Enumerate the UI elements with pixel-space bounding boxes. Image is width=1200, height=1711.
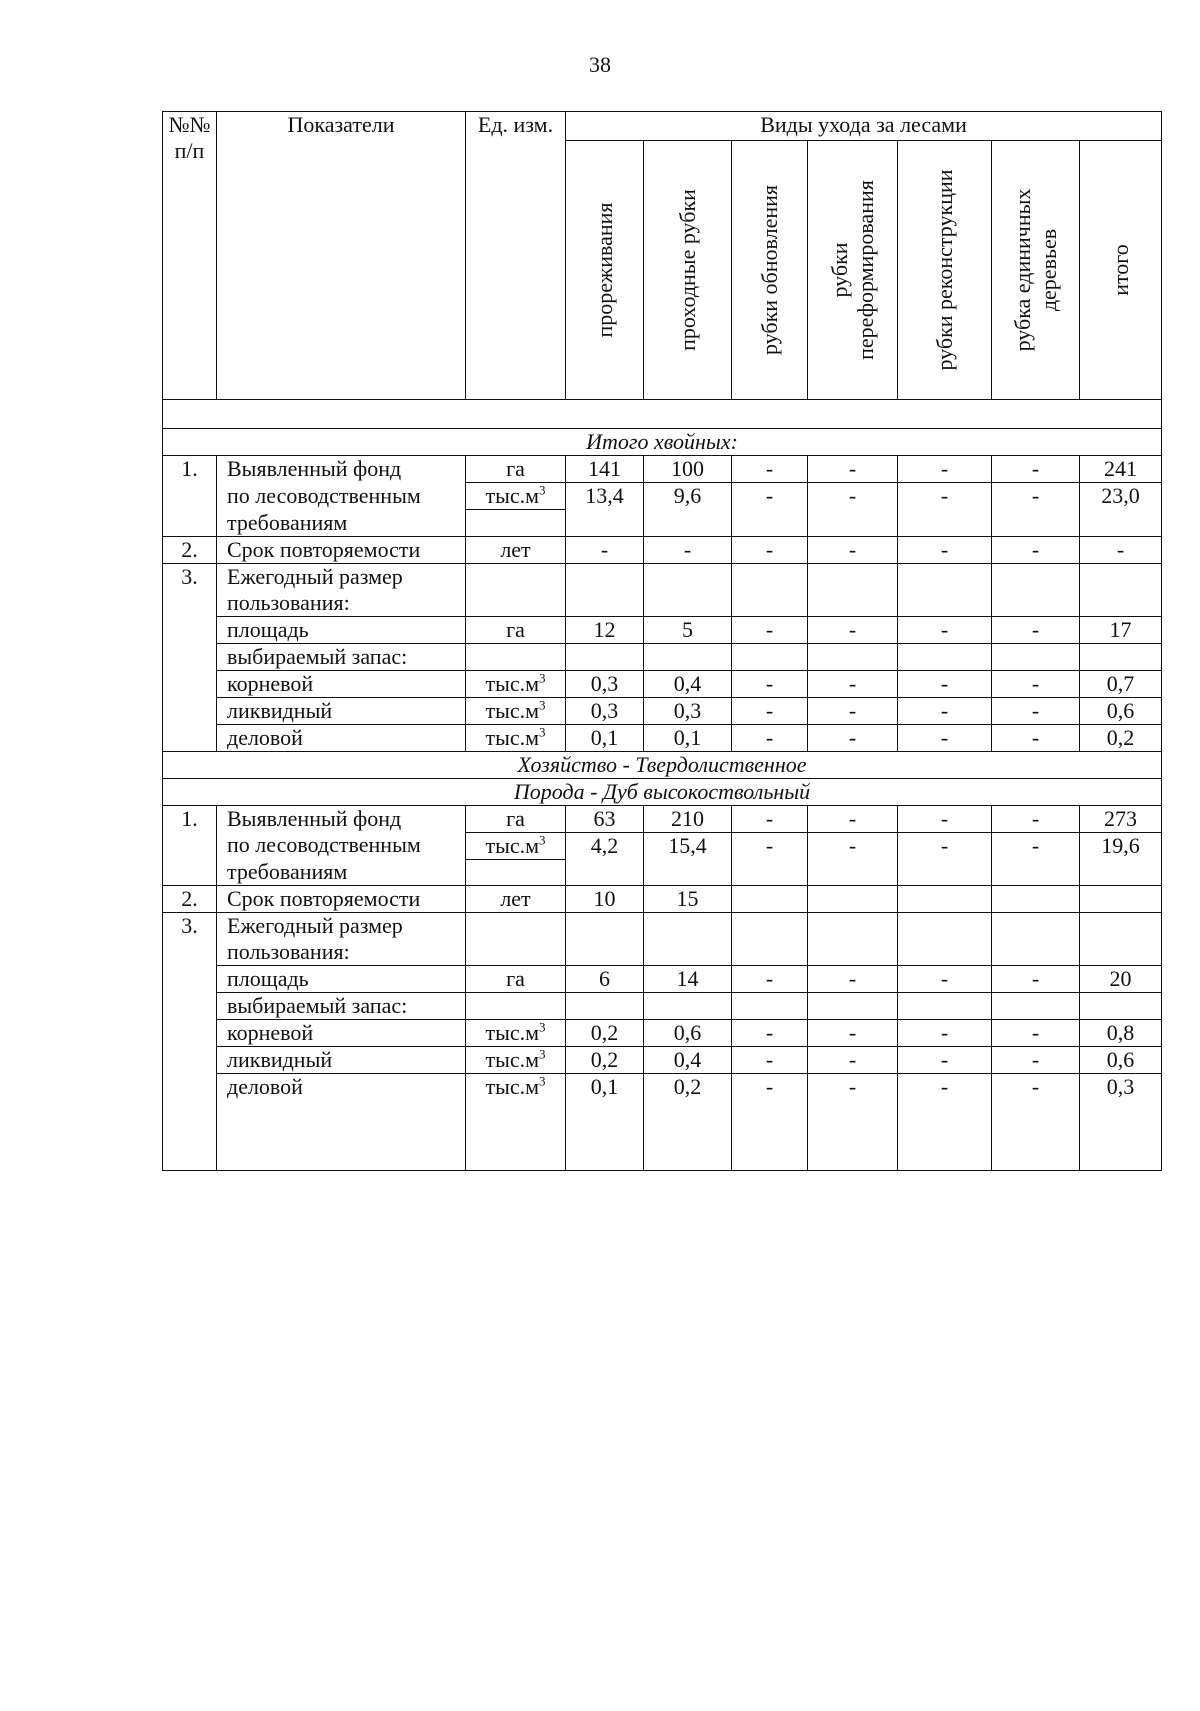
row-number [163,832,217,859]
value-cell: - [898,1020,992,1047]
value-cell: 0,4 [644,1047,732,1074]
row-label: деловой [217,724,466,751]
header-group: Виды ухода за лесами [566,112,1162,141]
table-row [163,1047,1162,1074]
header-type: рубка единичных деревьев [992,141,1080,400]
row-unit [466,993,566,1020]
empty-cell [163,1100,217,1171]
value-cell: - [808,1074,898,1101]
empty-cell [808,1100,898,1171]
value-cell: 210 [644,805,732,832]
value-cell [644,643,732,670]
value-cell: 14 [644,966,732,993]
row-number: 3. [163,563,217,616]
value-cell [992,993,1080,1020]
row-unit: лет [466,536,566,563]
value-cell [808,859,898,886]
value-cell [898,643,992,670]
value-cell [644,563,732,616]
row-unit [466,859,566,886]
value-cell: 17 [1080,616,1162,643]
header-type: рубки переформирования [808,141,898,400]
value-cell [808,886,898,913]
value-cell: - [898,536,992,563]
empty-cell [898,1100,992,1171]
value-cell [732,886,808,913]
table-row [163,670,1162,697]
value-cell [1080,993,1162,1020]
row-label: ликвидный [217,1047,466,1074]
value-cell: - [732,456,808,483]
value-cell: 5 [644,616,732,643]
table-row [163,1074,1162,1101]
row-label: требованиям [217,859,466,886]
value-cell [566,859,644,886]
row-number [163,724,217,751]
header-unit: Ед. изм. [466,112,566,400]
empty-cell [566,1100,644,1171]
value-cell: - [992,832,1080,859]
value-cell: 0,2 [644,1074,732,1101]
table-row [163,563,1162,616]
value-cell: - [566,536,644,563]
header-type: проходные рубки [644,141,732,400]
value-cell [644,913,732,966]
value-cell [808,510,898,537]
value-cell: 12 [566,616,644,643]
value-cell: 10 [566,886,644,913]
row-number: 1. [163,805,217,832]
row-number [163,1047,217,1074]
table-row [163,510,1162,537]
value-cell: - [898,670,992,697]
header-type: итого [1080,141,1162,400]
value-cell [992,913,1080,966]
row-label: Срок повторяемости [217,536,466,563]
table-row [163,966,1162,993]
row-unit: $тыс.м^3$ [466,1047,566,1074]
value-cell: 63 [566,805,644,832]
row-number [163,510,217,537]
spacer-row [163,400,1162,429]
value-cell: - [808,616,898,643]
value-cell [808,643,898,670]
value-cell: 100 [644,456,732,483]
value-cell: - [992,536,1080,563]
row-unit: га [466,616,566,643]
value-cell: - [898,724,992,751]
value-cell: 9,6 [644,483,732,510]
value-cell [566,563,644,616]
table-row [163,697,1162,724]
value-cell [566,993,644,1020]
row-label: Выявленный фонд [217,805,466,832]
value-cell: 0,8 [1080,1020,1162,1047]
value-cell [992,886,1080,913]
row-number: 1. [163,456,217,483]
value-cell: - [808,832,898,859]
value-cell: - [898,456,992,483]
empty-cell [992,1100,1080,1171]
value-cell: 0,1 [644,724,732,751]
empty-cell [466,1100,566,1171]
row-number [163,483,217,510]
value-cell: - [732,1047,808,1074]
value-cell: 0,6 [1080,1047,1162,1074]
row-unit [466,643,566,670]
row-label: корневой [217,1020,466,1047]
value-cell: - [808,483,898,510]
value-cell [1080,563,1162,616]
empty-cell [1080,1100,1162,1171]
value-cell [732,643,808,670]
value-cell: - [808,805,898,832]
value-cell: - [732,724,808,751]
row-number [163,670,217,697]
value-cell: - [808,966,898,993]
value-cell: - [732,670,808,697]
row-label: деловой [217,1074,466,1101]
table-row [163,536,1162,563]
value-cell: - [992,697,1080,724]
row-label: корневой [217,670,466,697]
value-cell: 15,4 [644,832,732,859]
value-cell: - [808,1020,898,1047]
value-cell [898,563,992,616]
row-unit: $тыс.м^3$ [466,697,566,724]
value-cell: - [898,1074,992,1101]
value-cell: - [898,483,992,510]
row-unit: $тыс.м^3$ [466,483,566,510]
value-cell: - [992,1074,1080,1101]
row-unit: га [466,456,566,483]
value-cell [732,993,808,1020]
row-label: требованиям [217,510,466,537]
row-unit: $тыс.м^3$ [466,724,566,751]
table-row [163,643,1162,670]
row-unit: $тыс.м^3$ [466,670,566,697]
row-label: площадь [217,616,466,643]
value-cell: - [898,1047,992,1074]
value-cell: 0,2 [566,1020,644,1047]
value-cell: - [898,697,992,724]
table-row [163,805,1162,832]
section-title: Хозяйство - Твердолиственное [163,751,1162,778]
table-row [163,1020,1162,1047]
table-row [163,616,1162,643]
value-cell [808,993,898,1020]
value-cell: 0,3 [644,697,732,724]
value-cell [732,563,808,616]
row-unit: $тыс.м^3$ [466,1074,566,1101]
row-number [163,616,217,643]
value-cell [808,563,898,616]
value-cell [1080,510,1162,537]
table-row [163,993,1162,1020]
table-row [163,724,1162,751]
value-cell [566,510,644,537]
value-cell: - [732,966,808,993]
row-label: Ежегодный размер пользования: [217,563,466,616]
value-cell: - [992,1047,1080,1074]
value-cell: - [898,805,992,832]
table-row [163,456,1162,483]
row-label: выбираемый запас: [217,643,466,670]
table-row [163,913,1162,966]
row-number [163,1020,217,1047]
value-cell [808,913,898,966]
page-number: 38 [589,52,611,77]
empty-cell [217,1100,466,1171]
value-cell [644,993,732,1020]
header-type: рубки обновления [732,141,808,400]
value-cell: 0,4 [644,670,732,697]
value-cell: - [992,724,1080,751]
value-cell [992,643,1080,670]
value-cell: - [732,536,808,563]
value-cell [644,859,732,886]
row-label: по лесоводственным [217,832,466,859]
empty-cell [644,1100,732,1171]
value-cell [566,913,644,966]
value-cell: - [808,670,898,697]
row-number [163,697,217,724]
value-cell: 0,1 [566,1074,644,1101]
table-row [163,859,1162,886]
value-cell: 0,3 [566,670,644,697]
value-cell [732,859,808,886]
table-row [163,832,1162,859]
value-cell: - [732,697,808,724]
value-cell: - [992,616,1080,643]
value-cell: 0,1 [566,724,644,751]
row-number: 3. [163,913,217,966]
value-cell: - [732,483,808,510]
value-cell [1080,643,1162,670]
value-cell: - [992,670,1080,697]
value-cell: - [992,483,1080,510]
header-indicator: Показатели [217,112,466,400]
value-cell [1080,886,1162,913]
value-cell: - [808,536,898,563]
table-row [163,483,1162,510]
value-cell: 0,3 [1080,1074,1162,1101]
value-cell: - [732,1020,808,1047]
value-cell: - [732,832,808,859]
value-cell [898,886,992,913]
value-cell: - [1080,536,1162,563]
value-cell: - [992,966,1080,993]
row-label: площадь [217,966,466,993]
value-cell [898,510,992,537]
row-label: Ежегодный размер пользования: [217,913,466,966]
value-cell [992,510,1080,537]
row-unit: га [466,966,566,993]
value-cell [898,859,992,886]
value-cell: - [732,616,808,643]
value-cell: - [898,966,992,993]
value-cell [992,859,1080,886]
row-label: Срок повторяемости [217,886,466,913]
value-cell: 141 [566,456,644,483]
row-unit: $тыс.м^3$ [466,832,566,859]
value-cell: - [992,1020,1080,1047]
row-number [163,966,217,993]
value-cell [1080,913,1162,966]
row-number [163,859,217,886]
table-row [163,886,1162,913]
value-cell [732,510,808,537]
value-cell: 241 [1080,456,1162,483]
row-number [163,643,217,670]
value-cell: 0,2 [566,1047,644,1074]
value-cell: - [732,1074,808,1101]
header-type: рубки реконструкции [898,141,992,400]
value-cell [898,993,992,1020]
value-cell: 15 [644,886,732,913]
value-cell [1080,859,1162,886]
value-cell: 19,6 [1080,832,1162,859]
row-unit: $тыс.м^3$ [466,1020,566,1047]
value-cell [732,913,808,966]
value-cell: - [898,616,992,643]
value-cell [566,643,644,670]
section-subtitle: Порода - Дуб высокоствольный [163,778,1162,805]
row-label: Выявленный фонд [217,456,466,483]
value-cell: 0,6 [1080,697,1162,724]
value-cell: - [808,1047,898,1074]
value-cell: 0,7 [1080,670,1162,697]
row-number: 2. [163,886,217,913]
row-number: 2. [163,536,217,563]
value-cell: 0,2 [1080,724,1162,751]
row-unit [466,510,566,537]
header-type: прореживания [566,141,644,400]
value-cell: - [808,456,898,483]
row-number [163,993,217,1020]
value-cell: - [808,724,898,751]
value-cell [992,563,1080,616]
row-label: по лесоводственным [217,483,466,510]
value-cell: 0,6 [644,1020,732,1047]
row-label: ликвидный [217,697,466,724]
value-cell: 6 [566,966,644,993]
value-cell: - [992,805,1080,832]
value-cell: 13,4 [566,483,644,510]
value-cell: 20 [1080,966,1162,993]
value-cell: - [732,805,808,832]
value-cell: 23,0 [1080,483,1162,510]
header-num: №№ п/п [163,112,217,400]
value-cell: - [992,456,1080,483]
value-cell: 0,3 [566,697,644,724]
section-title: Итого хвойных: [163,429,1162,456]
value-cell: - [898,832,992,859]
row-unit: лет [466,886,566,913]
row-label: выбираемый запас: [217,993,466,1020]
value-cell [898,913,992,966]
value-cell: - [808,697,898,724]
empty-cell [732,1100,808,1171]
forest-care-table [162,111,1162,1171]
value-cell: - [644,536,732,563]
row-unit [466,563,566,616]
row-unit: га [466,805,566,832]
row-number [163,1074,217,1101]
value-cell: 273 [1080,805,1162,832]
value-cell [644,510,732,537]
value-cell: 4,2 [566,832,644,859]
row-unit [466,913,566,966]
